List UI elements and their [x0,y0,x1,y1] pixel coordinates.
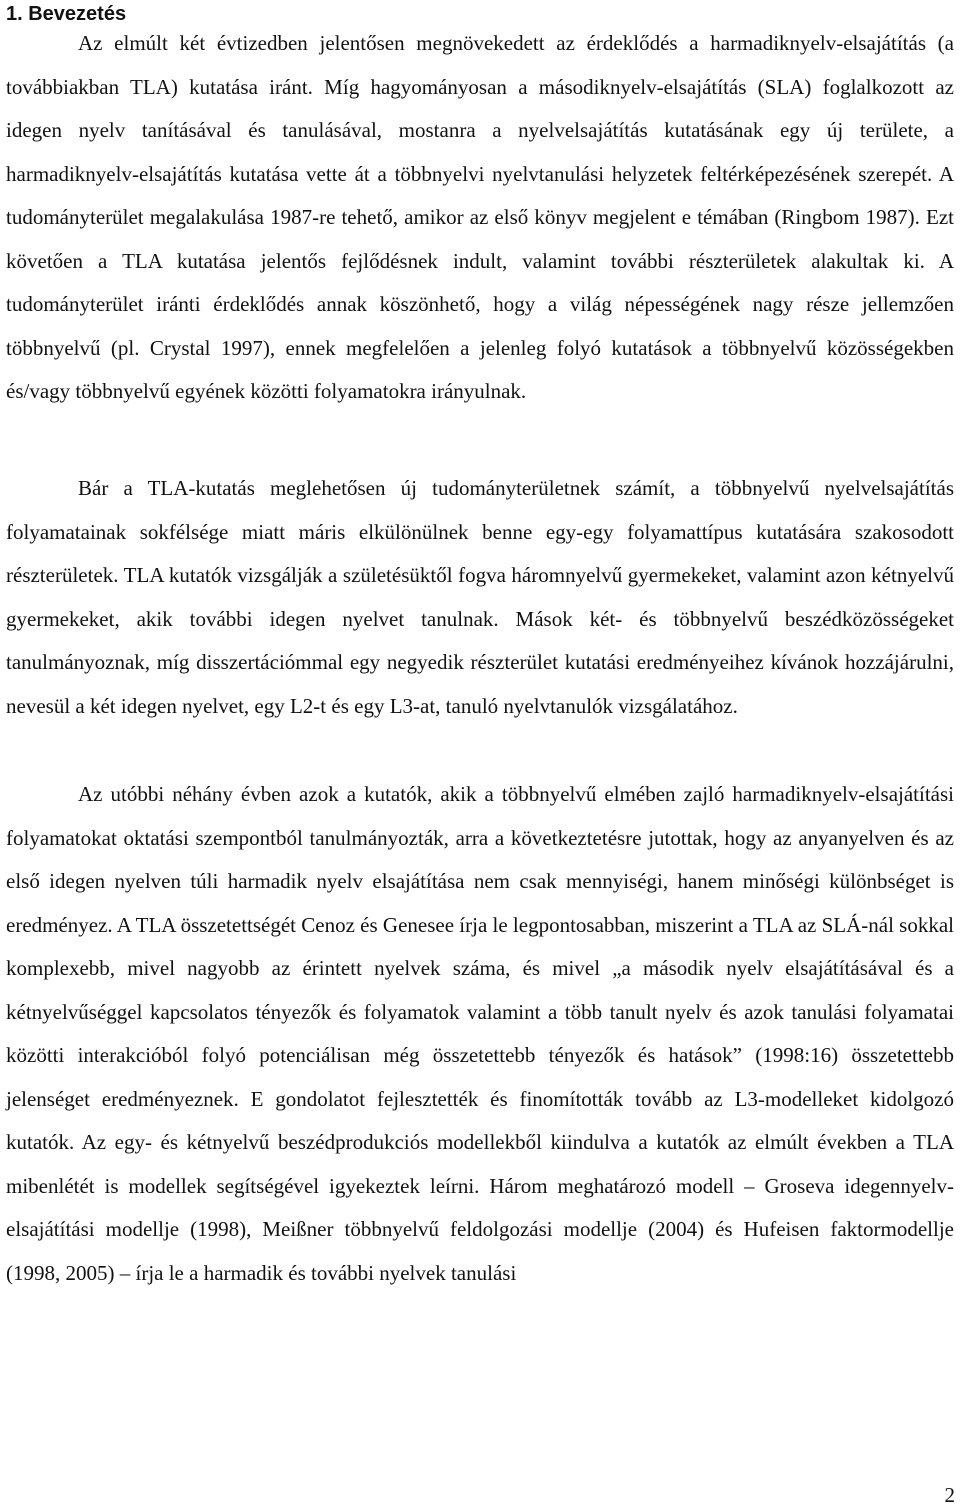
page-number: 2 [944,1483,955,1507]
body-paragraph-1: Az elmúlt két évtizedben jelentősen megnövekedett az érdeklődés a harmadiknyelv-elsajátítás (a továbbiakban TLA) kutatása iránt. Míg hagyományosan a másodiknyelv-elsajátítás (SLA) foglalkozott az idegen nyelv tanításával és tanulásával, mostanra a nyelvelsajátítás kutatásának egy új területe, a harmadiknyelv-elsajátítás kutatása vette át a többnyelvi nyelvtanulási helyzetek feltérképezésének szerepét. A tudományterület megalakulása 1987-re tehető, amikor az első könyv megjelent e témában (Ringbom 1987). Ezt követően a TLA kutatása jelentős fejlődésnek indult, valamint további részterületek alakultak ki. A tudományterület iránti érdeklődés annak köszönhető, hogy a világ népességének nagy része jellemzően többnyelvű (pl. Crystal 1997), ennek megfelelően a jelenleg folyó kutatások a többnyelvű közösségekben és/vagy többnyelvű egyének közötti folyamatokra irányulnak. [6,31,954,403]
section-heading: 1. Bevezetés [6,3,127,25]
body-paragraph-3: Az utóbbi néhány évben azok a kutatók, akik a többnyelvű elmében zajló harmadiknyelv-elsajátítási folyamatokat oktatási szempontból tanulmányozták, arra a következtetésre jutottak, hogy az anyanyelven és az első idegen nyelven túli harmadik nyelv elsajátítása nem csak mennyiségi, hanem minőségi különbséget is eredményez. A TLA összetettségét Cenoz és Genesee írja le legpontosabban, miszerint a TLA az SLÁ-nál sokkal komplexebb, mivel nagyobb az érintett nyelvek száma, és mivel „a második nyelv elsajátításával és a kétnyelvűséggel kapcsolatos tényezők és folyamatok valamint a több tanult nyelv és azok tanulási folyamatai közötti interakcióból folyó potenciálisan még összetettebb tényezők és hatások” (1998:16) összetettebb jelenséget eredményeznek. E gondolatot fejlesztették és finomították tovább az L3-modelleket kidolgozó kutatók. Az egy- és kétnyelvű beszédprodukciós modellekből kiindulva a kutatók az elmúlt években a TLA mibenlétét is modellek segítségével igyekeztek leírni. Három meghatározó modell – Groseva idegennyelv-elsajátítási modellje (1998), Meißner többnyelvű feldolgozási modellje (2004) és Hufeisen faktormodellje (1998, 2005) – írja le a harmadik és további nyelvek tanulási [6,782,955,1285]
body-paragraph-2: Bár a TLA-kutatás meglehetősen új tudományterületnek számít, a többnyelvű nyelvelsajátítás folyamatainak sokfélsége miatt máris elkülönülnek benne egy-egy folyamattípus kutatására szakosodott részterületek. TLA kutatók vizsgálják a születésüktől fogva háromnyelvű gyermekeket, valamint azon kétnyelvű gyermekeket, akik további idegen nyelvet tanulnak. Mások két- és többnyelvű beszédközösségeket tanulmányoznak, míg disszertációmmal egy negyedik részterület kutatási eredményeihez kívánok hozzájárulni, nevesül a két idegen nyelvet, egy L2-t és egy L3-at, tanuló nyelvtanulók vizsgálatához. [6,476,954,718]
